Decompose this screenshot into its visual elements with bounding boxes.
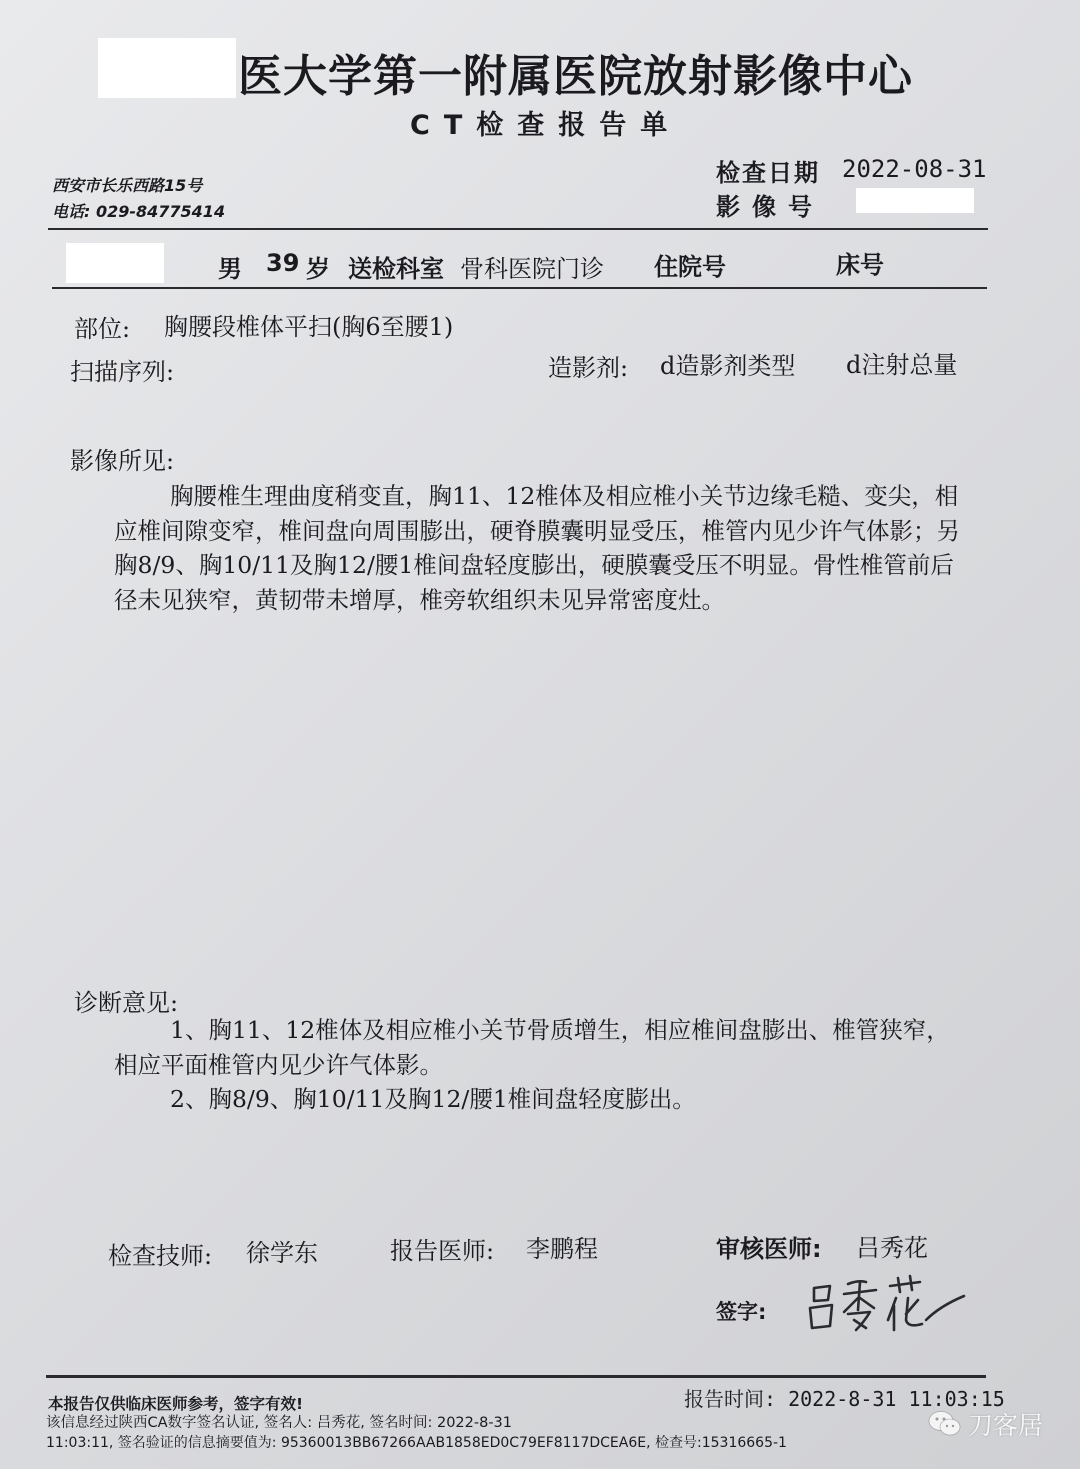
watermark bbox=[928, 1406, 1043, 1442]
contrast-type: d造影剂类型 bbox=[660, 352, 796, 380]
findings-body: 胸腰椎生理曲度稍变直，胸11、12椎体及相应椎小关节边缘毛糙、变尖，相应椎间隙变窄，椎间盘向周围膨出，硬脊膜囊明显受压，椎管内见少许气体影；另胸8/9、胸10/11及胸12/腰1椎间盘轻度膨出，硬膜囊受压不明显。骨性椎管前后径未见狭窄，黄韧带未增厚，椎旁软组织未见异常密度灶。 bbox=[114, 482, 960, 614]
findings-text bbox=[114, 479, 964, 617]
footer-ca-line-1: 该信息经过陕西CA数字签名认证, 签名人: 吕秀花, 签名时间: 2022-8-31 bbox=[46, 1415, 513, 1431]
footer-note: 本报告仅供临床医师参考，签字有效! bbox=[48, 1395, 304, 1413]
diagnosis-label: 诊断意见: bbox=[74, 989, 179, 1017]
report-doctor-label: 报告医师: bbox=[390, 1237, 495, 1265]
report-time: 报告时间: 2022-8-31 11:03:15 bbox=[684, 1387, 1005, 1411]
wechat-icon bbox=[928, 1410, 962, 1438]
bed-no-label: 床号 bbox=[836, 251, 884, 279]
tech-label: 检查技师: bbox=[108, 1242, 213, 1270]
exam-date: 2022-08-31 bbox=[842, 155, 987, 183]
watermark-text: 刀客居 bbox=[968, 1411, 1044, 1440]
report-subtitle: CT检查报告单 bbox=[410, 110, 682, 141]
tech-name: 徐学东 bbox=[246, 1239, 318, 1267]
image-no-label: 影像号 bbox=[716, 193, 824, 221]
patient-age: 39 bbox=[266, 249, 300, 277]
diagnosis-item-2 bbox=[114, 1082, 964, 1117]
patient-age-unit: 岁 bbox=[306, 255, 330, 283]
diagnosis-item-1-text: 1、胸11、12椎体及相应椎小关节骨质增生，相应椎间盘膨出、椎管狭窄，相应平面椎管内见少许气体影。 bbox=[114, 1016, 950, 1079]
review-doctor-label: 审核医师: bbox=[716, 1235, 822, 1263]
redaction-image-no bbox=[856, 188, 974, 213]
patient-gender: 男 bbox=[218, 255, 242, 283]
redaction-hospital-prefix bbox=[98, 38, 236, 98]
dept-value: 骨科医院门诊 bbox=[460, 255, 604, 283]
sign-label: 签字: bbox=[716, 1300, 767, 1324]
site-value: 胸腰段椎体平扫(胸6至腰1) bbox=[164, 313, 454, 341]
sequence-label: 扫描序列: bbox=[70, 358, 175, 386]
report-title: 医大学第一附属医院放射影像中心 bbox=[238, 51, 913, 102]
footer-rule bbox=[46, 1375, 986, 1378]
hospital-address: 西安市长乐西路15号 bbox=[52, 176, 203, 195]
contrast-label: 造影剂: bbox=[548, 354, 629, 382]
report-doctor-name: 李鹏程 bbox=[526, 1235, 598, 1263]
diagnosis-item-1 bbox=[114, 1013, 954, 1082]
inpatient-no-label: 住院号 bbox=[654, 253, 726, 281]
site-label: 部位: bbox=[74, 315, 131, 343]
dept-label: 送检科室 bbox=[348, 255, 444, 283]
header-rule-bottom bbox=[52, 287, 987, 289]
redaction-patient-name bbox=[66, 243, 164, 283]
footer-ca-line-2: 11:03:11, 签名验证的信息摘要值为: 95360013BB67266AAB1858ED0C79EF8117DCEA6E, 检查号:15316665-1 bbox=[46, 1435, 787, 1451]
findings-label: 影像所见: bbox=[70, 447, 175, 475]
handwritten-signature bbox=[800, 1270, 970, 1340]
review-doctor-name: 吕秀花 bbox=[856, 1234, 928, 1262]
contrast-total: d注射总量 bbox=[846, 351, 958, 379]
exam-date-label: 检查日期 bbox=[716, 159, 820, 187]
hospital-phone: 电话: 029-84775414 bbox=[52, 202, 226, 221]
header-rule-top bbox=[48, 228, 988, 230]
diagnosis-item-2-text: 2、胸8/9、胸10/11及胸12/腰1椎间盘轻度膨出。 bbox=[170, 1085, 696, 1113]
